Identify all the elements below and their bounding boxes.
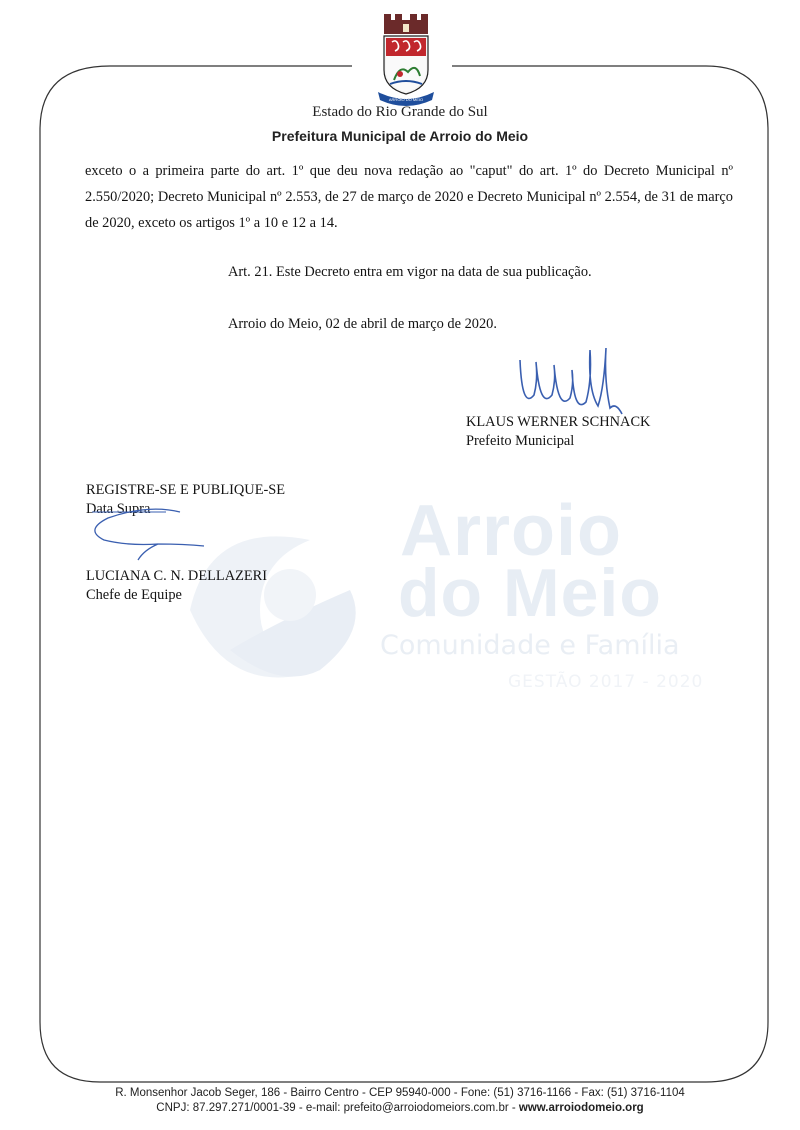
dateline: Arroio do Meio, 02 de abril de março de 2020. xyxy=(228,316,497,332)
crest-ribbon-text: ARROIO DO MEIO xyxy=(388,97,424,102)
mayor-role: Prefeito Municipal xyxy=(466,433,575,449)
prefeitura-name: Prefeitura Municipal de Arroio do Meio xyxy=(271,128,529,144)
watermark xyxy=(170,470,730,700)
decree-continuation-paragraph: exceto o a primeira parte do art. 1º que deu nova redação ao "caput" do art. 1º do Decreto Municipal nº 2.550/2020; Decreto Municipal nº 2.553, de 27 de março de 2020 e Decreto Municipal nº 2.554, de 31 de março de 2020, exceto os artigos 1º a 10 e 12 a 14. xyxy=(85,163,733,231)
data-supra: Data Supra xyxy=(86,501,151,517)
chefe-signature xyxy=(88,504,218,566)
footer-cnpj-email: CNPJ: 87.297.271/0001-39 - e-mail: prefeito@arroiodomeiors.com.br - xyxy=(156,1102,519,1114)
watermark-line3: Comunidade e Família xyxy=(380,630,680,661)
watermark-line2: do Meio xyxy=(398,555,662,631)
chefe-role: Chefe de Equipe xyxy=(86,587,182,603)
watermark-line1: Arroio xyxy=(400,491,622,571)
mayor-name: KLAUS WERNER SCHNACK xyxy=(466,414,651,430)
registre-publique: REGISTRE-SE E PUBLIQUE-SE xyxy=(86,482,286,498)
footer-address: R. Monsenhor Jacob Seger, 186 - Bairro Centro - CEP 95940-000 - Fone: (51) 3716-1166 - Fax: (51) 3716-1104 xyxy=(115,1087,685,1099)
chefe-name: LUCIANA C. N. DELLAZERI xyxy=(86,568,268,584)
footer-contact xyxy=(0,1102,800,1114)
mayor-signature xyxy=(512,340,642,420)
footer-website[interactable]: www.arroiodomeio.org xyxy=(518,1102,644,1114)
state-name: Estado do Rio Grande do Sul xyxy=(312,104,488,120)
article-21: Art. 21. Este Decreto entra em vigor na data de sua publicação. xyxy=(228,264,592,280)
watermark-line4: GESTÃO 2017 - 2020 xyxy=(508,672,704,692)
municipal-crest-icon xyxy=(376,14,436,106)
